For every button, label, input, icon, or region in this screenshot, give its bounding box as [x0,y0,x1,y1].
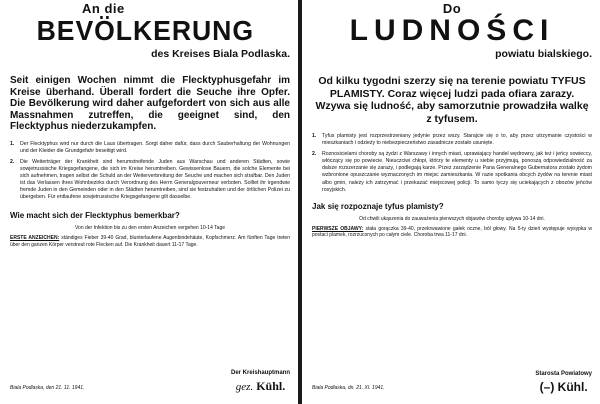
polish-place-date: Biala Podlaska, dn. 21. XI. 1941. [312,385,385,391]
german-signer-name [231,379,290,394]
polish-section-heading: Jak się rozpoznaje tyfus plamisty? [312,201,444,211]
polish-paragraph-2-text: Roznosicielami choroby są żydzi z Warszawy i innych miast, uprawiający handel wędrowny, jak też i jeńcy sowieccy, włóczący się po powiecie. Nieuczciwi chłopi, którzy te elementy u siebie przyjmują, ponoszą odpowiedzialność za dalsze rozszerzanie się zarazy, i podlegają karze. Przez zarządzenie Pana Generalnego Gubernatora zostało żydom wzbronione opuszczanie wyznaczonych im miejsc zamieszkania. W razie spotkania obcych żydów na terenie miast albo gmin, należy ich zatrzymać i przekazać miejscowej policji. To samo tyczy się uciekających z obozów jeńców rosyjskich. [322,151,592,193]
german-first-signs-label: ERSTE ANZEICHEN: [10,235,60,242]
polish-paragraph-1-number: 1. [312,133,317,139]
german-paragraph-1-number: 1. [10,140,15,147]
german-footer [10,370,290,394]
polish-signature-block [535,371,592,394]
german-subtitle: des Kreises Biala Podlaska. [151,48,290,60]
german-title: BEVÖLKERUNG [36,15,254,46]
german-signature-block [231,370,290,394]
polish-first-signs-text: stała gorączka 39-40, przekrwawione gałek oczne, ból głowy. Na 5-ty dzień występuje wysypka w postaci plamek, rozrzuconych po całym ciele. Choroba trwa 11-17 dni. [312,225,593,239]
german-section-heading: Wie macht sich der Flecktyphus bemerkbar? [10,211,180,221]
polish-subtitle: powiatu bialskiego. [495,48,592,60]
polish-incubation-line: Od chwili ukąszenia do zauważenia pierwszych objawów choroby upływa 10-14 dni. [359,215,545,222]
german-paragraph-2 [10,159,290,202]
polish-paragraph-2 [312,151,592,194]
german-column [0,0,296,404]
german-signer: Kühl. [256,379,286,393]
polish-column [304,0,600,404]
german-place-date: Biala Podlaska, den 21. 11. 1941. [10,385,85,391]
german-first-signs-text: ständiges Fieber 39-40 Grad, blunterlaufene Augenbindehäute, Kopfschmerz. Am fünften Tage treten über den ganzen Körper verstreut rote Flecken auf. Die Krankheit dauert 11-17 Tage. [10,235,290,248]
german-paragraph-2-text: Die Weiterträger der Krankheit sind herumstreifende Juden aus Warschau und anderen Städten, sowie sowjetrussische Kriegsgefangene, die sich im Kreise herumtreiben. Gewissenlose Bauern, die solche Elemente bei sich aufnehmen, tragen selbst die Schuld an der Weiterverbreitung der Seuche und machen sich strafbar. Den Juden ist das Verlassen ihres Wohnbezirks durch Verordnung des Herrn Generalgouverneur verboten. Solltet ihr irgendwie fremde Juden in den Gemeinden oder in den Städten herumtreiben, sind sie festzuhalten und der örtlichen Polizei zu übergeben. Für entlaufene sowjetrussische Kriegsgefangene gilt dasselbe. [20,158,290,201]
german-first-signs [10,235,290,249]
polish-paragraph-1 [312,133,592,147]
german-signer-role: Der Kreishauptmann [230,370,290,376]
polish-lead-paragraph: Od kilku tygodni szerzy się na terenie powiatu TYFUS PLAMISTY. Coraz więcej ludzi pada ofiara zarazy. Wzywa się ludność, aby samorzutnie prowadziła walkę z tyfusem. [315,75,589,125]
column-divider [298,0,302,404]
polish-salutation: Do [442,1,462,16]
german-salutation: An die [82,1,125,16]
polish-first-signs [312,226,592,240]
german-lead-paragraph: Seit einigen Wochen nimmt die Flecktyphusgefahr im Kreise überhand. Überall fordert die Seuche ihre Opfer. Die Bevölkerung wird daher aufgefordert von sich aus alle Massnahmen zutreffen, die geeignet sind, den Flecktyphus niederzukampfen. [10,75,290,132]
polish-paragraph-1-text: Tyfus plamisty jest rozprzestrzeniany jedynie przez wszy. Starajcie się o to, aby przez utrzymanie czystości w mieszkaniach i odzieży to niebezpieczeństwo zasadnicze zostało usunięte. [322,133,592,147]
german-incubation-line: Von der Infektion bis zu den ersten Anzeichen vergehen 10-14 Tage [74,225,225,232]
polish-footer [312,371,592,394]
german-paragraph-1-text: Der Flecktyphus wird nur durch die Laus übertragen. Sorgt daher dafür, dass durch Sauberhaltung der Wohnungen und der Kleider die Grundgefahr beseitigt wird. [20,140,290,154]
polish-signer-role: Starosta Powiatowy [535,371,592,377]
polish-signer-name: (–) Kühl. [539,380,588,394]
german-paragraph-1 [10,141,290,155]
polish-first-signs-label: PIERWSZE OBJAWY: [312,225,364,232]
german-paragraph-2-number: 2. [10,158,15,165]
polish-title: LUDNOŚCI [349,14,555,47]
german-gez: gez. [235,381,254,393]
polish-paragraph-2-number: 2. [312,151,317,158]
